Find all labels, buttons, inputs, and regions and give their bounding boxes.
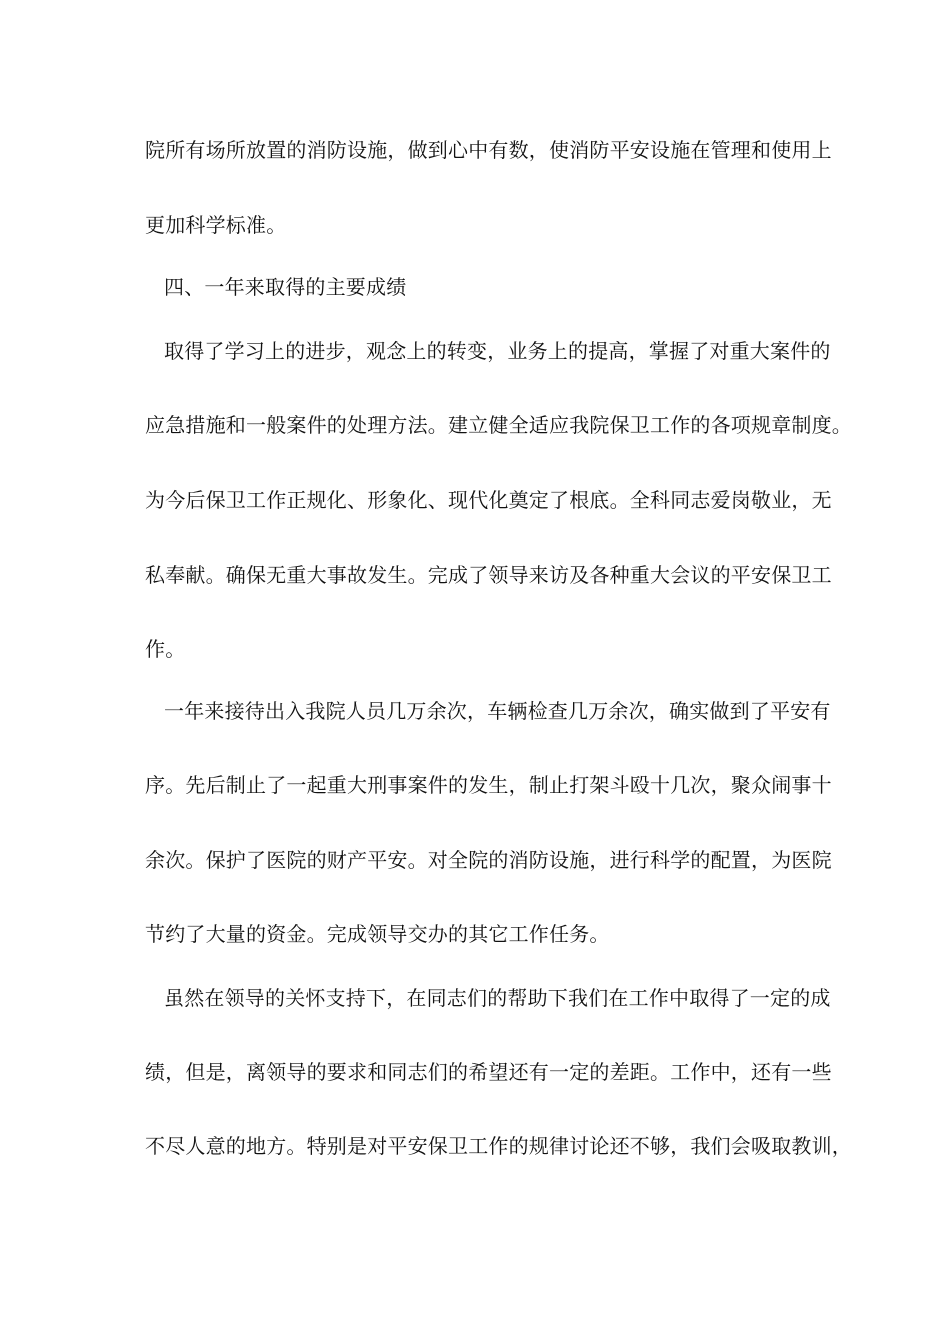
text-line: 余次。保护了医院的财产平安。对全院的消防设施，进行科学的配置，为医院 — [145, 848, 832, 872]
text-line: 作。 — [145, 637, 186, 661]
text-line: 虽然在领导的关怀支持下，在同志们的帮助下我们在工作中取得了一定的成 — [164, 986, 831, 1010]
text-line: 绩，但是，离领导的要求和同志们的希望还有一定的差距。工作中，还有一些 — [145, 1060, 832, 1084]
text-line: 取得了学习上的进步，观念上的转变，业务上的提高，掌握了对重大案件的 — [164, 339, 831, 363]
text-line: 一年来接待出入我院人员几万余次，车辆检查几万余次，确实做到了平安有 — [164, 699, 831, 723]
text-line: 院所有场所放置的消防设施，做到心中有数，使消防平安设施在管理和使用上 — [145, 138, 832, 162]
text-line: 序。先后制止了一起重大刑事案件的发生，制止打架斗殴十几次，聚众闹事十 — [145, 773, 832, 797]
text-line: 私奉献。确保无重大事故发生。完成了领导来访及各种重大会议的平安保卫工 — [145, 563, 832, 587]
text-line: 节约了大量的资金。完成领导交办的其它工作任务。 — [145, 922, 610, 946]
text-line: 为今后保卫工作正规化、形象化、现代化奠定了根底。全科同志爱岗敬业，无 — [145, 488, 832, 512]
text-line: 应急措施和一般案件的处理方法。建立健全适应我院保卫工作的各项规章制度。 — [145, 413, 852, 437]
text-line: 不尽人意的地方。特别是对平安保卫工作的规律讨论还不够，我们会吸取教训， — [145, 1134, 852, 1158]
text-line: 更加科学标准。 — [145, 213, 287, 237]
section-heading: 四、一年来取得的主要成绩 — [164, 275, 407, 299]
